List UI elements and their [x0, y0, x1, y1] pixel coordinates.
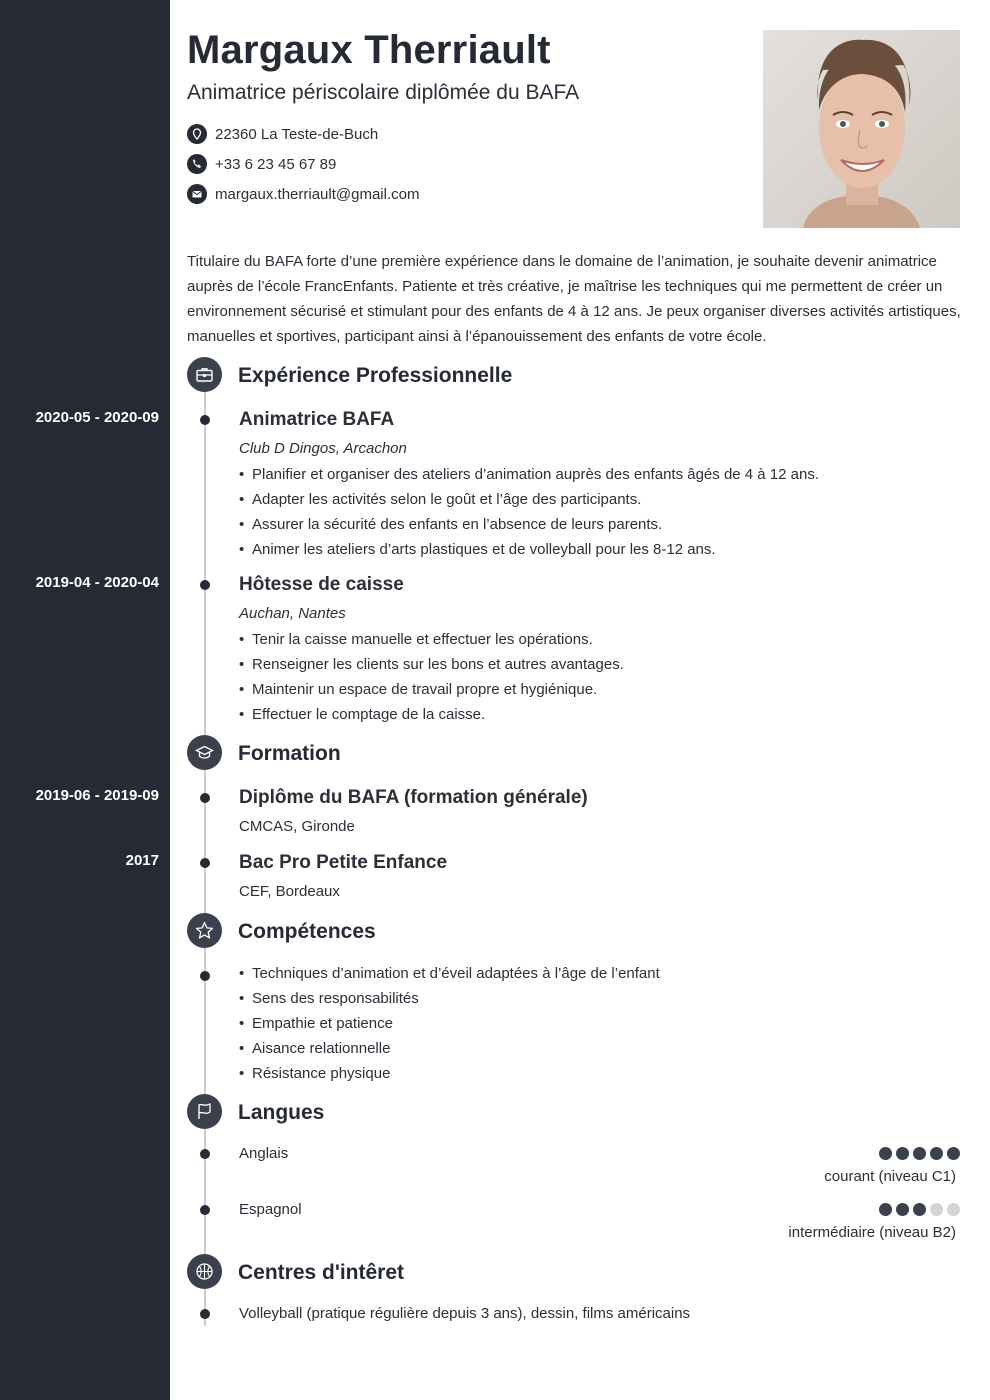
timeline-line-languages — [204, 1128, 206, 1256]
contact-address-text: 22360 La Teste-de-Buch — [215, 125, 379, 143]
rating-dot — [879, 1203, 892, 1216]
timeline-dot — [200, 793, 210, 803]
job-dates: 2019-04 - 2020-04 — [35, 574, 159, 591]
job-dates: 2020-05 - 2020-09 — [35, 409, 159, 426]
job-task-list — [239, 465, 819, 565]
briefcase-icon — [187, 357, 222, 392]
contact-email[interactable] — [187, 183, 419, 205]
list-item: • Aisance relationnelle — [239, 1039, 660, 1064]
left-sidebar — [0, 0, 170, 1400]
language-level: intermédiaire (niveau B2) — [788, 1224, 956, 1241]
list-item: • Techniques d’animation et d’éveil adaptées à l’âge de l’enfant — [239, 964, 660, 989]
skills-list — [239, 964, 660, 1089]
rating-dot — [913, 1203, 926, 1216]
language-name: Anglais — [239, 1145, 289, 1162]
rating-dot — [930, 1203, 943, 1216]
timeline-line-education — [204, 770, 206, 915]
job-title: Animatrice BAFA — [239, 409, 395, 430]
job-company: Club D Dingos, Arcachon — [239, 440, 407, 457]
star-icon — [187, 913, 222, 948]
job-title: Hôtesse de caisse — [239, 574, 404, 595]
list-item: • Maintenir un espace de travail propre et hygiénique. — [239, 680, 624, 705]
candidate-subtitle: Animatrice périscolaire diplômée du BAFA — [187, 81, 580, 104]
graduation-cap-icon — [187, 735, 222, 770]
timeline-line-interests — [204, 1288, 206, 1326]
timeline-dot — [200, 580, 210, 590]
list-item: • Effectuer le comptage de la caisse. — [239, 705, 624, 730]
education-dates: 2017 — [125, 852, 159, 869]
profile-summary: Titulaire du BAFA forte d’une première expérience dans le domaine de l’animation, je souhaite devenir animatrice auprès de l’école FrancEnfants. Patiente et très créative, je maîtrise les techniques qui me permettent de créer un environnement sécurisé et stimulant pour des enfants de 4 à 12 ans. Je peux organiser diverses activités artistiques, manuelles et sportives, participant ainsi à l’épanouissement des enfants de votre école. — [187, 253, 961, 345]
timeline-dot — [200, 858, 210, 868]
language-name: Espagnol — [239, 1201, 302, 1218]
timeline-line-experience — [204, 392, 206, 737]
education-dates: 2019-06 - 2019-09 — [35, 787, 159, 804]
job-company: Auchan, Nantes — [239, 605, 346, 622]
section-title-education: Formation — [238, 742, 341, 765]
rating-dot — [947, 1147, 960, 1160]
contact-email-text[interactable]: margaux.therriault@gmail.com — [215, 185, 420, 203]
education-school: CEF, Bordeaux — [239, 883, 340, 900]
rating-dot — [896, 1147, 909, 1160]
timeline-dot — [200, 1205, 210, 1215]
section-title-skills: Compétences — [238, 920, 376, 943]
list-item: • Renseigner les clients sur les bons et autres avantages. — [239, 655, 624, 680]
timeline-dot — [200, 971, 210, 981]
language-rating — [879, 1147, 960, 1160]
education-school: CMCAS, Gironde — [239, 818, 355, 835]
rating-dot — [930, 1147, 943, 1160]
timeline-dot — [200, 1149, 210, 1159]
list-item: • Tenir la caisse manuelle et effectuer les opérations. — [239, 630, 624, 655]
education-title: Diplôme du BAFA (formation générale) — [239, 787, 588, 808]
envelope-icon — [187, 184, 207, 204]
basketball-icon — [187, 1254, 222, 1289]
language-level: courant (niveau C1) — [824, 1168, 956, 1185]
interests-text: Volleyball (pratique régulière depuis 3 ans), dessin, films américains — [239, 1305, 691, 1322]
section-title-interests: Centres d'intêret — [238, 1261, 405, 1284]
rating-dot — [913, 1147, 926, 1160]
list-item: • Planifier et organiser des ateliers d’animation auprès des enfants âgés de 4 à 12 ans. — [239, 465, 819, 490]
job-task-list — [239, 630, 624, 730]
list-item: • Assurer la sécurité des enfants en l’absence de leurs parents. — [239, 515, 819, 540]
section-title-languages: Langues — [238, 1101, 325, 1124]
list-item: • Adapter les activités selon le goût et l’âge des participants. — [239, 490, 819, 515]
contact-address — [187, 123, 378, 145]
list-item: • Sens des responsabilités — [239, 989, 660, 1014]
location-pin-icon — [187, 124, 207, 144]
timeline-dot — [200, 1309, 210, 1319]
candidate-name: Margaux Therriault — [187, 28, 551, 72]
list-item: • Résistance physique — [239, 1064, 660, 1089]
profile-photo — [763, 30, 960, 228]
rating-dot — [879, 1147, 892, 1160]
list-item: • Animer les ateliers d’arts plastiques et de volleyball pour les 8-12 ans. — [239, 540, 819, 565]
contact-phone-text: +33 6 23 45 67 89 — [215, 155, 337, 173]
section-title-experience: Expérience Professionnelle — [238, 364, 513, 387]
timeline-dot — [200, 415, 210, 425]
phone-icon — [187, 154, 207, 174]
rating-dot — [947, 1203, 960, 1216]
language-rating — [879, 1203, 960, 1216]
education-title: Bac Pro Petite Enfance — [239, 852, 448, 873]
list-item: • Empathie et patience — [239, 1014, 660, 1039]
flag-icon — [187, 1094, 222, 1129]
contact-phone — [187, 153, 336, 175]
rating-dot — [896, 1203, 909, 1216]
